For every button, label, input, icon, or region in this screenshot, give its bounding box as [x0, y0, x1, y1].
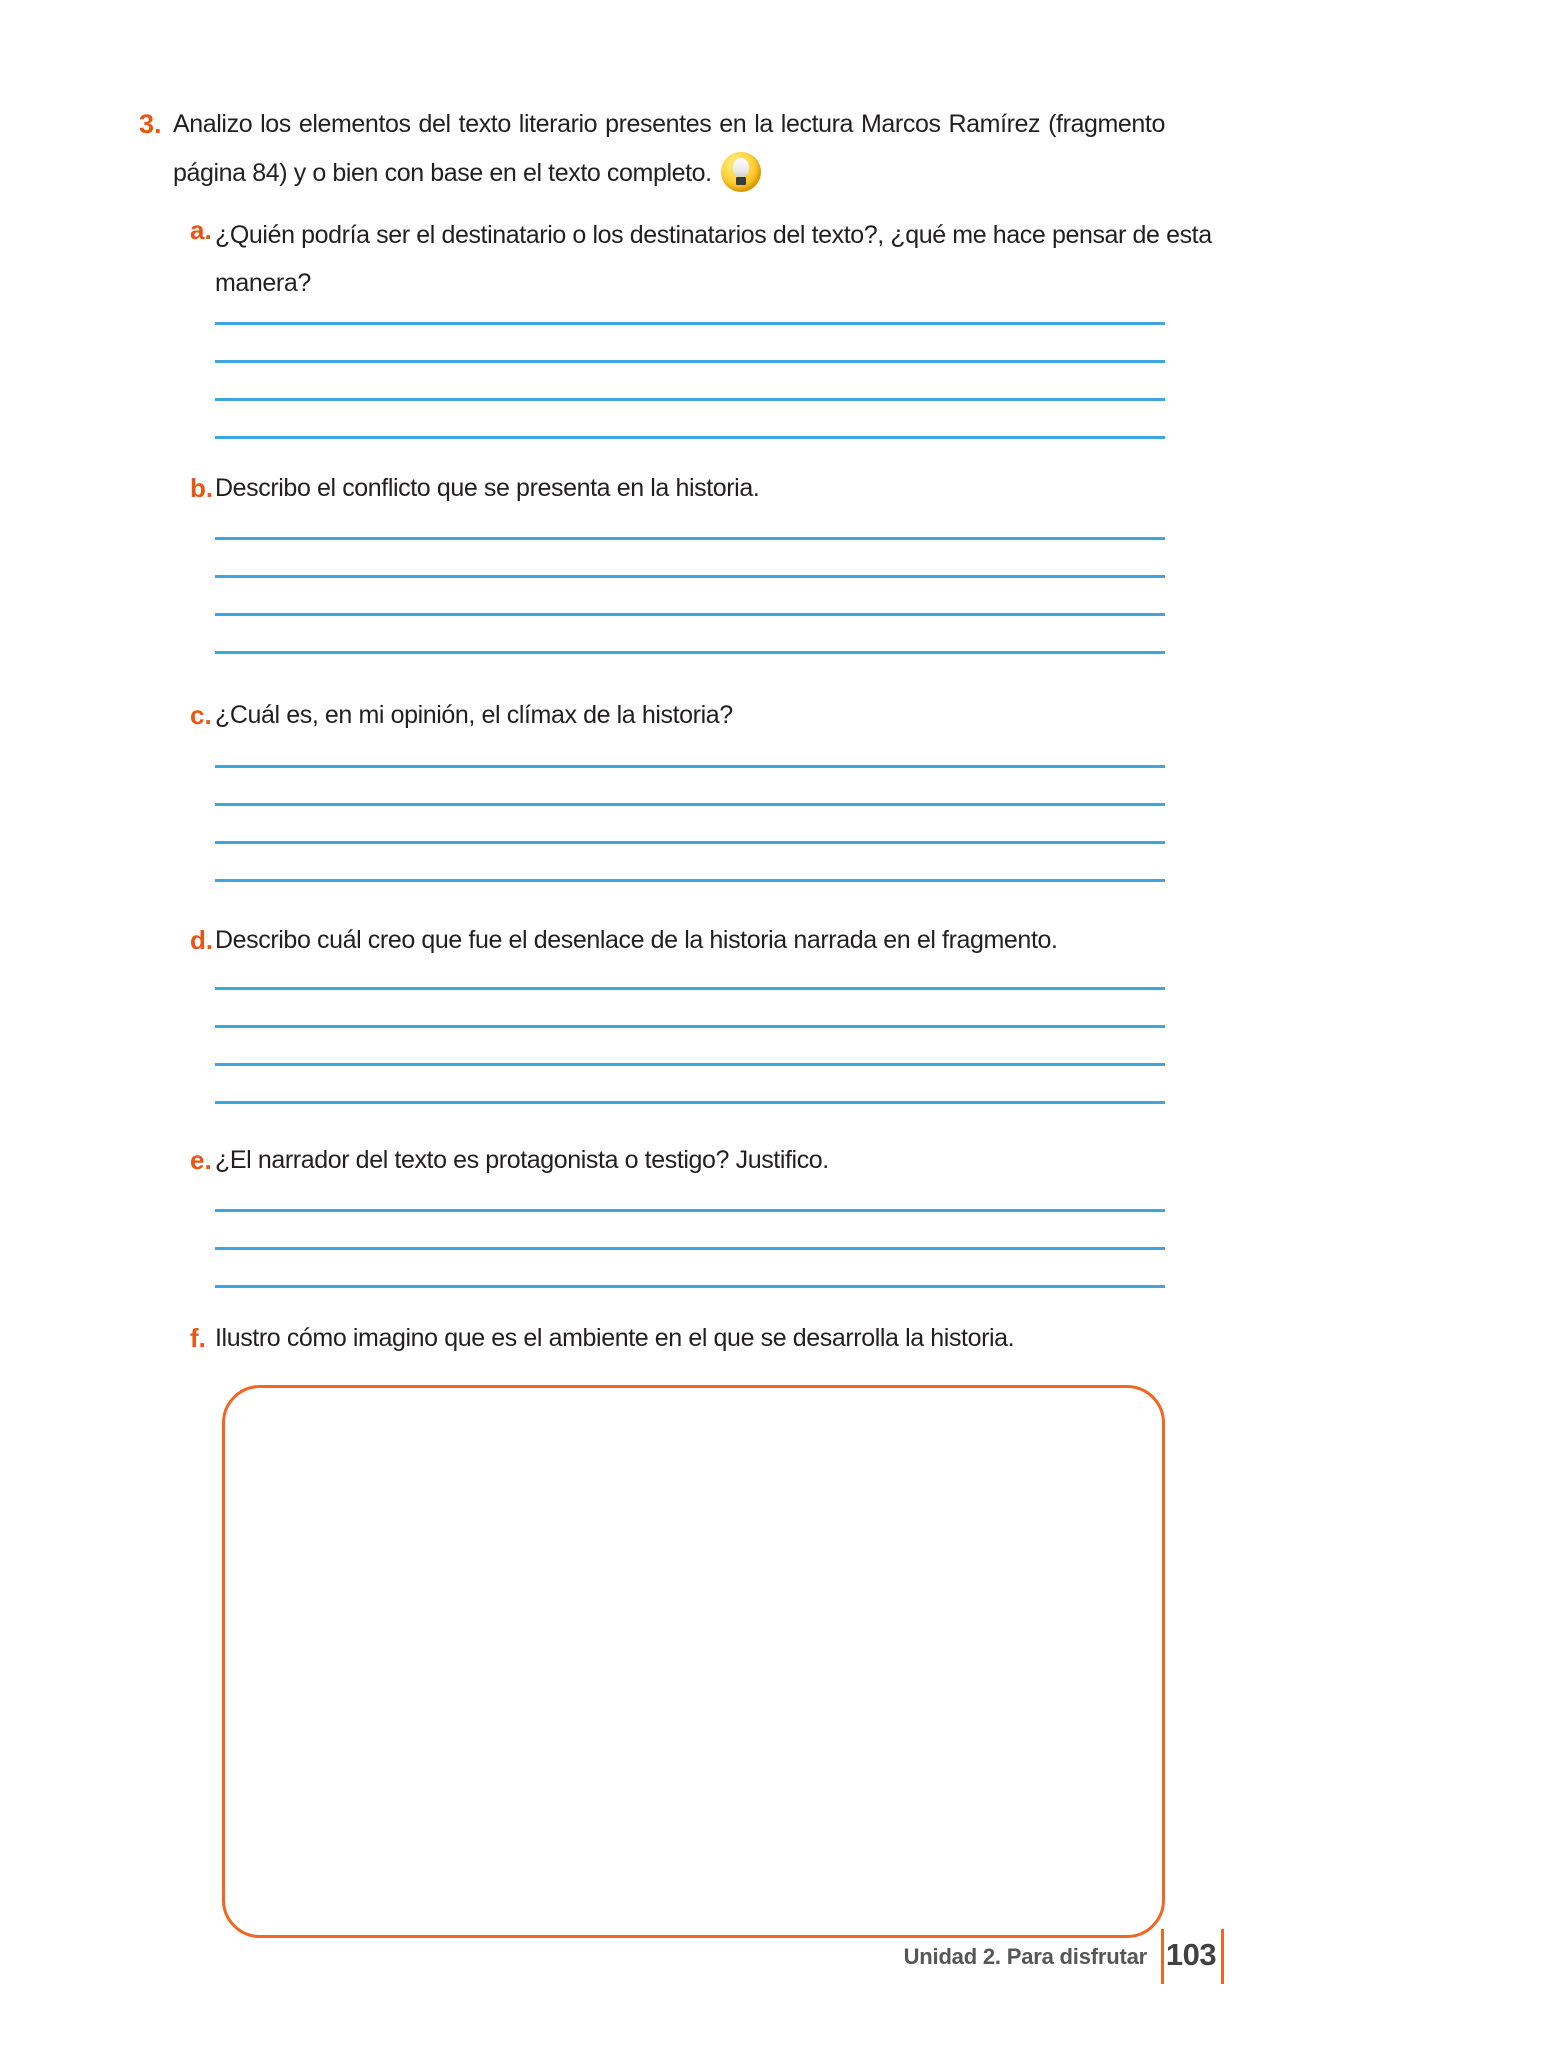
item-c-text: ¿Cuál es, en mi opinión, el clímax de la historia?: [215, 701, 733, 729]
item-f-text: Ilustro cómo imagino que es el ambiente en el que se desarrolla la historia.: [215, 1324, 1015, 1352]
question-text: [173, 100, 1165, 198]
item-e-label: e.: [190, 1145, 212, 1175]
item-d-text: Describo cuál creo que fue el desenlace de la historia narrada en el fragmento.: [215, 926, 1058, 954]
lightbulb-base: [736, 177, 746, 185]
answer-line[interactable]: [215, 1025, 1165, 1028]
answer-line[interactable]: [215, 651, 1165, 654]
item-e-text: ¿El narrador del texto es protagonista o testigo? Justifico.: [215, 1146, 829, 1174]
question-number: 3.: [139, 109, 162, 139]
page-number-rule-right: [1221, 1929, 1224, 1984]
answer-line[interactable]: [215, 1209, 1165, 1212]
answer-line[interactable]: [215, 1247, 1165, 1250]
lightbulb-icon: [721, 152, 761, 192]
item-a-line2: manera?: [215, 269, 311, 297]
item-d-label: d.: [190, 925, 214, 955]
answer-line[interactable]: [215, 436, 1165, 439]
question-text-line1: Analizo los elementos del texto literario presentes en la lectura Marcos Ramírez (fragmento: [173, 110, 1165, 138]
page-number: 103: [1165, 1937, 1217, 1972]
lightbulb-glass: [733, 158, 749, 177]
question-text-line2-wrap: [173, 149, 1165, 198]
item-b-text: Describo el conflicto que se presenta en la historia.: [215, 474, 760, 502]
answer-line[interactable]: [215, 987, 1165, 990]
item-a-line1: ¿Quién podría ser el destinatario o los destinatarios del texto?, ¿qué me hace pensar de esta: [215, 221, 1212, 249]
answer-line[interactable]: [215, 1101, 1165, 1104]
answer-line[interactable]: [215, 537, 1165, 540]
item-a-text: [215, 211, 1212, 307]
illustration-box[interactable]: [222, 1385, 1165, 1938]
answer-line[interactable]: [215, 1063, 1165, 1066]
answer-line[interactable]: [215, 360, 1165, 363]
answer-line[interactable]: [215, 398, 1165, 401]
answer-line[interactable]: [215, 1285, 1165, 1288]
footer-section-title: Unidad 2. Para disfrutar: [903, 1944, 1147, 1969]
answer-line[interactable]: [215, 803, 1165, 806]
answer-line[interactable]: [215, 841, 1165, 844]
answer-line[interactable]: [215, 765, 1165, 768]
answer-line[interactable]: [215, 322, 1165, 325]
question-text-line2: página 84) y o bien con base en el texto completo.: [173, 159, 712, 187]
item-b-label: b.: [190, 473, 214, 503]
item-c-label: c.: [190, 700, 212, 730]
item-f-label: f.: [190, 1323, 206, 1353]
item-a-label: a.: [190, 215, 212, 245]
answer-line[interactable]: [215, 879, 1165, 882]
answer-line[interactable]: [215, 575, 1165, 578]
answer-line[interactable]: [215, 613, 1165, 616]
